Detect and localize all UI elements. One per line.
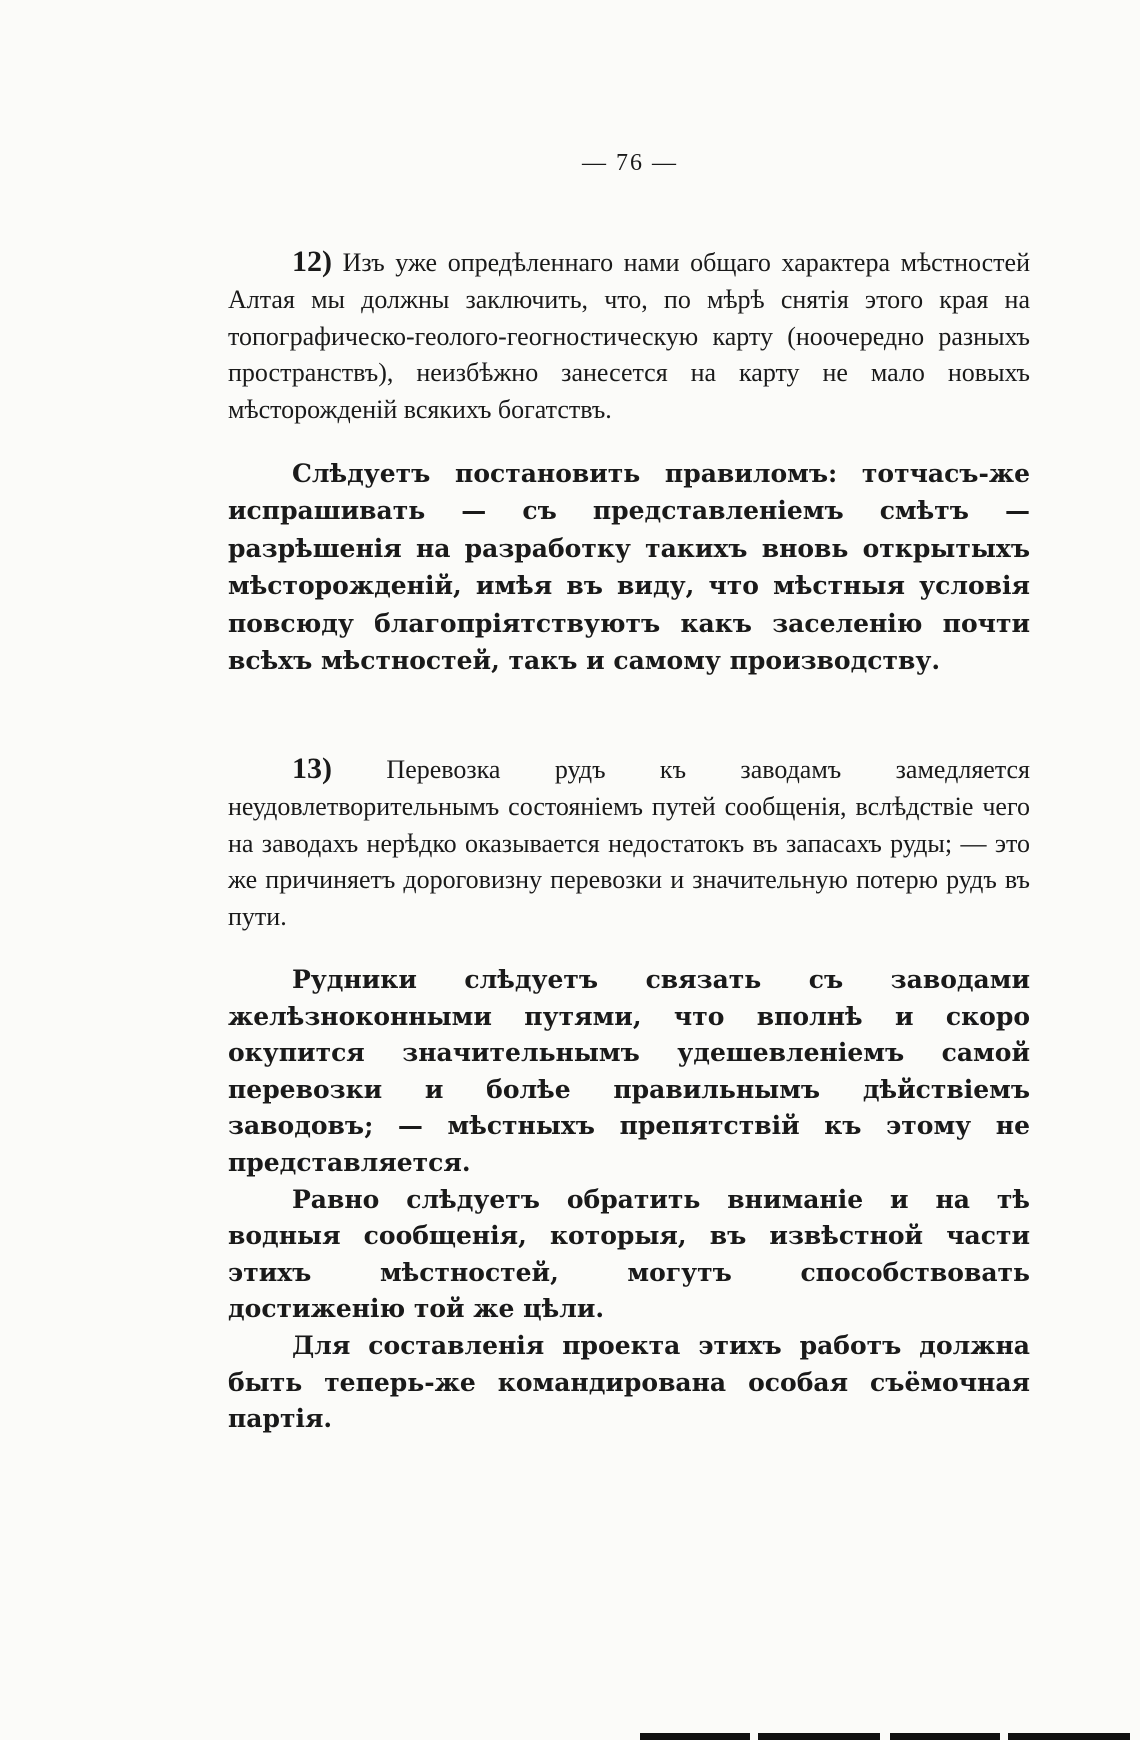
section-paragraph <box>228 244 1030 429</box>
section-number: 13) <box>292 752 332 785</box>
section-13-resolutions <box>228 962 1030 1438</box>
resolution-paragraph: Для составленія проекта этихъ работъ должна быть теперь-же командирована особая съёмочная партія. <box>228 1330 1030 1434</box>
section-number: 12) <box>292 245 332 278</box>
resolution-paragraph: Слѣдуетъ постановить правиломъ: тотчасъ-же испрашивать — съ представленіемъ смѣтъ — разрѣшенія на разработку такихъ вновь открытыхъ мѣсторожденій, имѣя въ виду, что мѣстныя условія повсюду благопріятствуютъ какъ заселенію почти всѣхъ мѣстностей, такъ и самому производству. <box>228 459 1030 676</box>
section-text: Перевозка рудъ къ заводамъ замедляется неудовлетворительнымъ состояніемъ путей сообщенія, вслѣдствіе чего на заводахъ нерѣдко оказывается недостатокъ въ запасахъ руды; — это же причиняетъ дороговизну перевозки и значительную потерю рудъ въ пути. <box>228 755 1030 932</box>
section-13-body <box>228 751 1030 936</box>
section-12-body <box>228 244 1030 429</box>
section-12-resolution <box>228 455 1030 679</box>
section-text: Изъ уже опредѣленнаго нами общаго характера мѣстностей Алтая мы должны заключить, что, по мѣрѣ снятія этого края на топографическо-геолого-геогностическую карту (ноочередно разныхъ пространствъ), неизбѣжно занесется на карту не мало новыхъ мѣсторожденій всякихъ богатствъ. <box>228 248 1031 425</box>
page-number: — 76 — <box>582 150 678 176</box>
scan-edge-bar <box>640 1733 1140 1740</box>
resolution-paragraph: Равно слѣдуетъ обратить вниманіе и на тѣ водныя сообщенія, которыя, въ извѣстной части этихъ мѣстностей, могутъ способствовать достиженію той же цѣли. <box>228 1184 1030 1324</box>
resolution-paragraph: Рудники слѣдуетъ связать съ заводами желѣзноконными путями, что вполнѣ и скоро окупится значительнымъ удешевленіемъ самой перевозки и болѣе правильнымъ дѣйствіемъ заводовъ; — мѣстныхъ препятствій къ этому не представляется. <box>228 965 1030 1177</box>
section-paragraph <box>228 751 1030 936</box>
